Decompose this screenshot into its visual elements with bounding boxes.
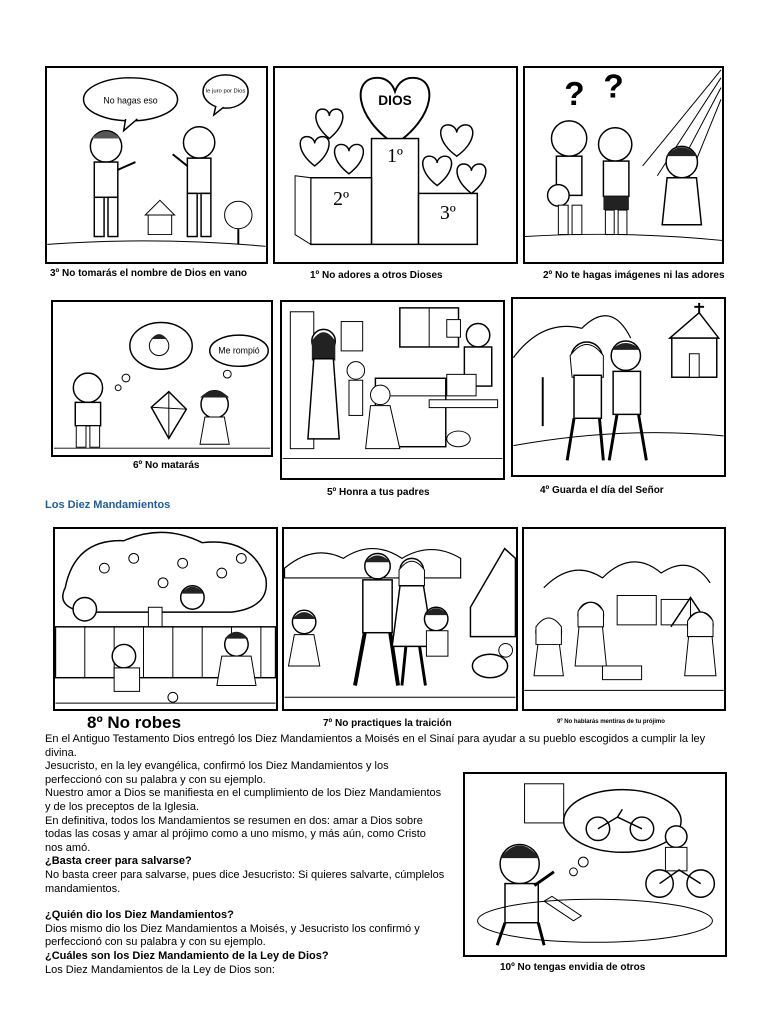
illustration-two-boys — [47, 68, 266, 262]
illustration-kids-praying — [525, 68, 722, 262]
caption-commandment-10: 10º No tengas envidia de otros — [500, 962, 646, 973]
section-title[interactable]: Los Diez Mandamientos — [45, 499, 171, 511]
panel-commandment-8 — [53, 527, 278, 711]
question-mark-icon-2: ? — [603, 68, 624, 106]
illustration-walking-to-church — [513, 299, 724, 475]
caption-commandment-3: 3º No tomarás el nombre de Dios en vano — [50, 268, 248, 279]
caption-commandment-6: 6º No matarás — [133, 460, 200, 471]
paragraph-1: En el Antiguo Testamento Dios entregó los Diez Mandamientos a Moisés en el Sinaí para ayudar a su pueblo escogidos a cumplir la ley divina. — [45, 733, 706, 759]
illustration-kids-stealing-fruit — [55, 529, 276, 709]
bubble-text-2: le juro por Dios — [205, 88, 246, 95]
question-mark-icon: ? — [564, 76, 585, 114]
question-1: ¿Basta creer para salvarse? — [45, 855, 192, 868]
bubble-text-broke: Me rompió — [218, 345, 260, 356]
illustration-broken-kite — [53, 302, 271, 455]
panel-commandment-6 — [51, 300, 273, 457]
paragraph-3: Nuestro amor a Dios se manifiesta en el cumplimiento de los Diez Mandamientos y de los preceptos de la Iglesia. — [45, 787, 442, 813]
dios-sign: DIOS — [378, 93, 412, 109]
panel-commandment-2 — [523, 66, 724, 264]
panel-commandment-3 — [45, 66, 268, 264]
caption-commandment-7: 7º No practiques la traición — [323, 718, 452, 729]
caption-commandment-8: 8º No robes — [87, 713, 182, 732]
illustration-playground-girls — [524, 529, 724, 709]
panel-commandment-7 — [282, 527, 518, 711]
spacer — [45, 896, 721, 909]
illustration-podium-hearts — [275, 68, 516, 262]
illustration-family-kitchen — [282, 302, 503, 478]
answer-1: No basta creer para salvarse, pues dice Jesucristo: Si quieres salvarte, cúmplelos mandamientos. — [45, 868, 445, 895]
paragraph-4: En definitiva, todos los Mandamientos se resumen en dos: amar a Dios sobre todas las cosas y amar al prójimo como a uno mismo, y más aún, como Cristo nos amó. — [45, 814, 426, 854]
podium-third: 3º — [439, 202, 456, 224]
paragraph-2: Jesucristo, en la ley evangélica, confirmó los Diez Mandamientos y los perfeccionó con su palabra y con su ejemplo. — [45, 760, 389, 786]
panel-commandment-5 — [280, 300, 505, 480]
panel-commandment-4 — [511, 297, 726, 477]
body-text — [45, 733, 721, 977]
podium-second: 2º — [333, 189, 350, 211]
question-3: ¿Cuáles son los Diez Mandamiento de la Ley de Dios? — [45, 949, 329, 962]
caption-commandment-4: 4º Guarda el día del Señor — [540, 485, 664, 496]
panel-commandment-1 — [273, 66, 518, 264]
caption-commandment-1: 1º No adores a otros Dioses — [310, 270, 443, 281]
caption-commandment-2: 2º No te hagas imágenes ni las adores — [543, 270, 725, 281]
panel-commandment-9 — [522, 527, 726, 711]
illustration-family-walk — [284, 529, 516, 709]
caption-commandment-9: 9º No hablarás mentiras de tu prójimo — [557, 719, 665, 725]
question-2: ¿Quién dio los Diez Mandamientos? — [45, 909, 234, 922]
podium-first: 1º — [387, 146, 403, 168]
answer-2: Dios mismo dio los Diez Mandamientos a Moisés, y Jesucristo los confirmó y perfeccionó con su palabra y con su ejemplo. — [45, 922, 420, 949]
bubble-text-1: No hagas eso — [103, 95, 158, 106]
answer-3: Los Diez Mandamientos de la Ley de Dios son: — [45, 963, 275, 976]
caption-commandment-5: 5º Honra a tus padres — [327, 487, 430, 498]
